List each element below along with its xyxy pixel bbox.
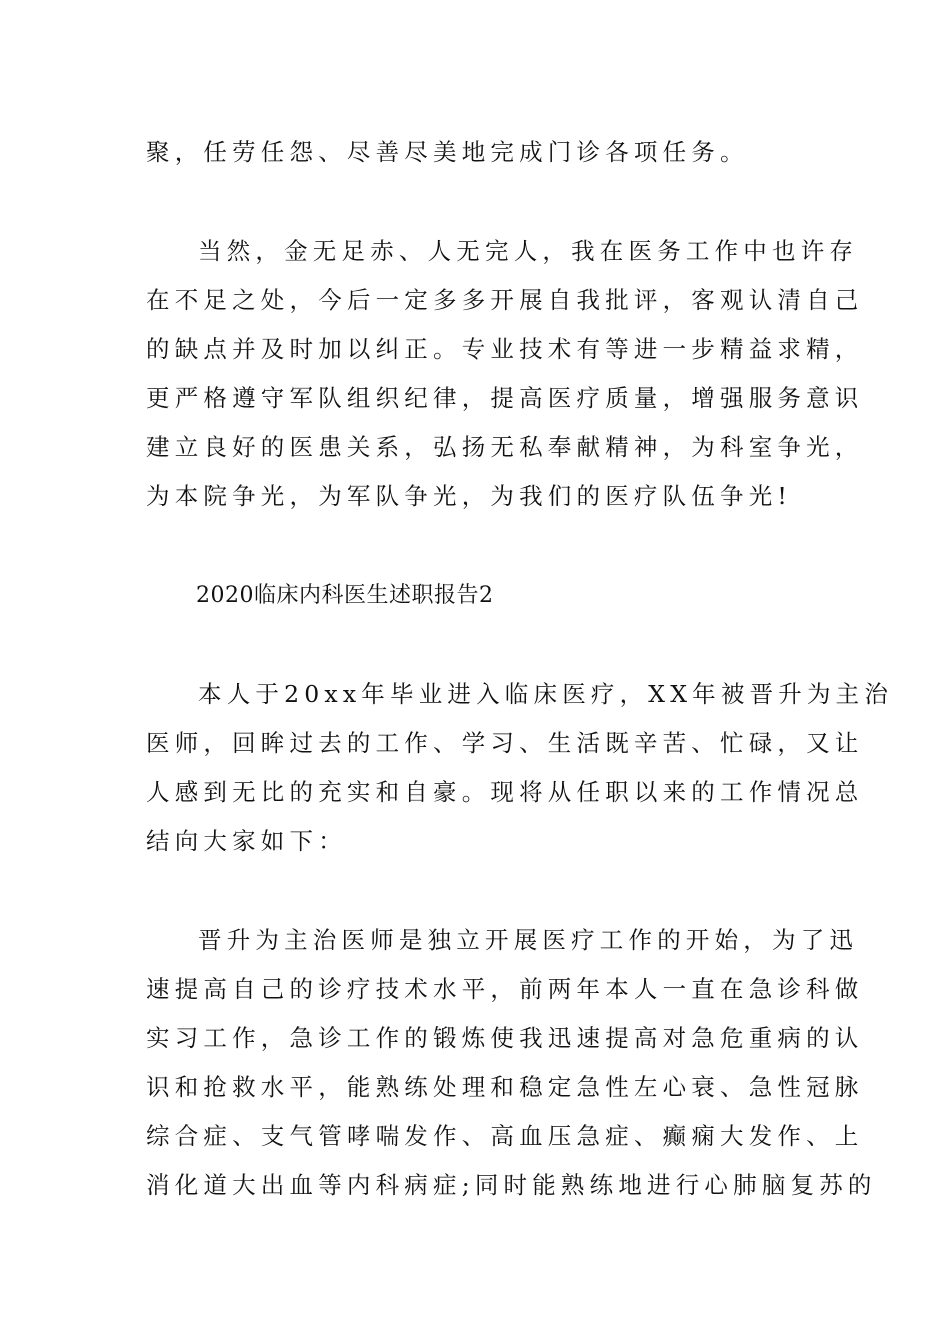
text-line: 消化道大出血等内科病症;同时能熟练地进行心肺脑复苏的 (146, 1171, 877, 1199)
text-line: 聚，任劳任怨、尽善尽美地完成门诊各项任务。 (146, 138, 749, 166)
text-line: 结向大家如下： (146, 827, 347, 855)
text-line: 综合症、支气管哮喘发作、高血压急症、癫痫大发作、上 (146, 1122, 864, 1150)
text-line: 为本院争光，为军队争光，为我们的医疗队伍争光! (146, 482, 793, 510)
paragraph-continuation (146, 128, 810, 177)
text-line: 速提高自己的诊疗技术水平，前两年本人一直在急诊科做 (146, 975, 864, 1003)
text-line: 医师，回眸过去的工作、学习、生活既辛苦、忙碌，又让 (146, 729, 864, 757)
text-line: 本人于20xx年毕业进入临床医疗，XX年被晋升为主治 (198, 680, 894, 708)
text-line: 晋升为主治医师是独立开展医疗工作的开始，为了迅 (198, 926, 859, 954)
paragraph-introduction (146, 670, 894, 866)
text-line: 更严格遵守军队组织纪律，提高医疗质量，增强服务意识 (146, 384, 864, 412)
document-body (146, 128, 894, 1210)
paragraph-spacer (146, 866, 810, 916)
text-line: 建立良好的医患关系，弘扬无私奉献精神，为科室争光， (146, 433, 864, 461)
text-line: 实习工作，急诊工作的锻炼使我迅速提高对急危重病的认 (146, 1024, 864, 1052)
text-line: 当然，金无足赤、人无完人，我在医务工作中也许存 (198, 237, 859, 265)
text-line: 识和抢救水平，能熟练处理和稳定急性左心衰、急性冠脉 (146, 1073, 864, 1101)
paragraph-emergency-work (146, 916, 877, 1210)
paragraph-spacer (146, 177, 810, 227)
text-line: 的缺点并及时加以纠正。专业技术有等进一步精益求精， (146, 335, 864, 363)
text-line: 人感到无比的充实和自豪。现将从任职以来的工作情况总 (146, 778, 864, 806)
paragraph-spacer (146, 521, 810, 571)
paragraph-self-criticism (146, 227, 864, 521)
text-line: 在不足之处，今后一定多多开展自我批评，客观认清自己 (146, 286, 864, 314)
paragraph-spacer (146, 620, 810, 670)
section-heading: 2020临床内科医生述职报告2 (196, 583, 494, 608)
